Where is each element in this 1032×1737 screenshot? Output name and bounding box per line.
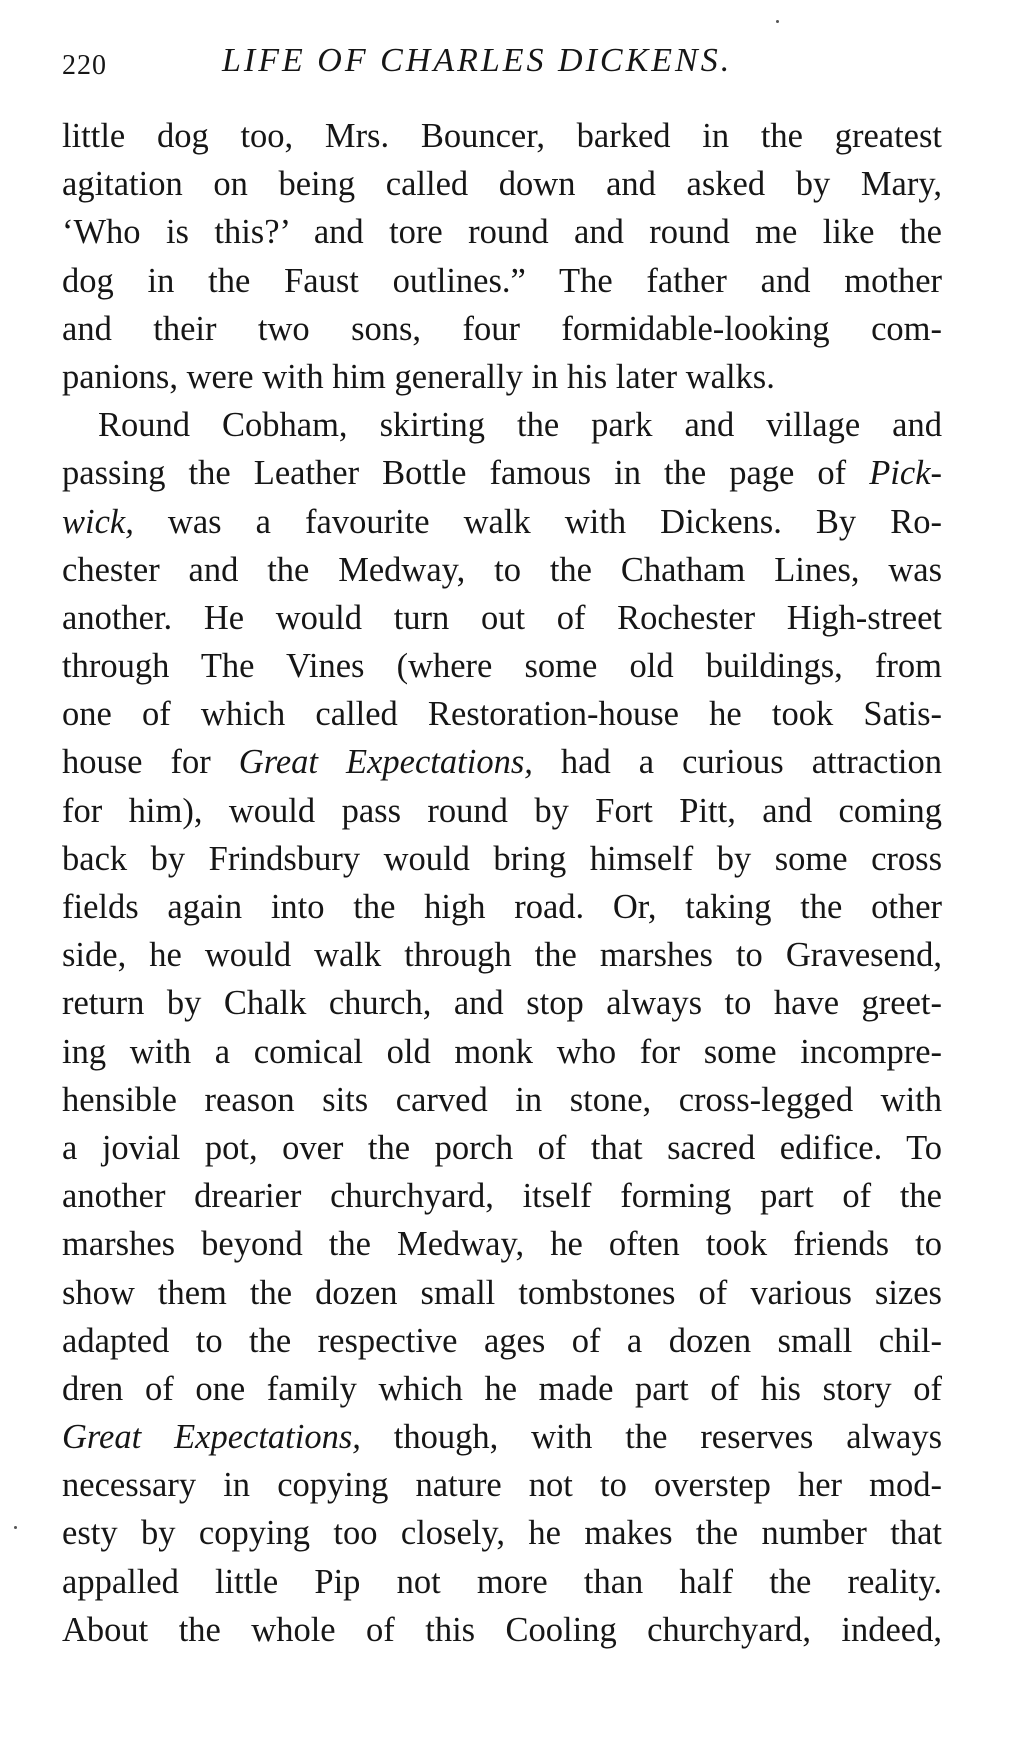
text-line: About the whole of this Cooling churchyard, indeed,	[62, 1610, 942, 1649]
text-line: through The Vines (where some old buildings, from	[62, 647, 942, 686]
text-line: house for Great Expectations, had a curious attraction	[62, 743, 942, 782]
text-line: esty by copying too closely, he makes the number that	[62, 1514, 942, 1553]
text-line: back by Frindsbury would bring himself by some cross	[62, 839, 942, 878]
text-line: one of which called Restoration-house he took Satis-	[62, 695, 942, 734]
text-line: for him), would pass round by Fort Pitt, and coming	[62, 791, 942, 830]
text-line: necessary in copying nature not to overstep her mod-	[62, 1466, 942, 1505]
book-title-great-expectations: Great Expectations,	[238, 743, 533, 782]
text-line: and their two sons, four formidable-looking com-	[62, 309, 942, 348]
running-head: LIFE OF CHARLES DICKENS.	[222, 42, 733, 79]
paragraph-end-line: panions, were with him generally in his later walks.	[62, 357, 775, 396]
text-line: passing the Leather Bottle famous in the page of Pick-	[62, 454, 942, 493]
text-line: marshes beyond the Medway, he often took friends to	[62, 1225, 942, 1264]
print-speck	[776, 20, 779, 23]
text-line: return by Chalk church, and stop always to have greet-	[62, 984, 942, 1023]
text-line: side, he would walk through the marshes to Gravesend,	[62, 936, 942, 975]
text-line: chester and the Medway, to the Chatham Lines, was	[62, 550, 942, 589]
text-line: ‘Who is this?’ and tore round and round me like the	[62, 213, 942, 252]
text-line: agitation on being called down and asked by Mary,	[62, 165, 942, 204]
text-line: little dog too, Mrs. Bouncer, barked in the greatest	[62, 117, 942, 155]
text-line: another. He would turn out of Rochester High-street	[62, 598, 942, 637]
book-title-great-expectations: Great Expectations,	[62, 1418, 361, 1457]
text-line: another drearier churchyard, itself forming part of the	[62, 1177, 942, 1216]
text-line: adapted to the respective ages of a dozen small chil-	[62, 1321, 942, 1360]
text-line: hensible reason sits carved in stone, cross-legged with	[62, 1080, 942, 1119]
text-line: fields again into the high road. Or, taking the other	[62, 888, 942, 926]
text-line: appalled little Pip not more than half the reality.	[62, 1562, 942, 1601]
book-title-pickwick: Pick-	[869, 454, 942, 493]
book-title-pickwick: wick,	[62, 502, 134, 541]
paragraph-start-line: Round Cobham, skirting the park and village and	[98, 406, 942, 445]
text-line: a jovial pot, over the porch of that sacred edifice. To	[62, 1128, 942, 1167]
text-line: Great Expectations, though, with the reserves always	[62, 1418, 943, 1457]
text-line: dren of one family which he made part of his story of	[62, 1369, 942, 1408]
text-line: dog in the Faust outlines.” The father and mother	[62, 261, 942, 300]
page-number: 220	[62, 50, 107, 81]
text-line: wick, was a favourite walk with Dickens. By Ro-	[62, 502, 942, 541]
text-line: ing with a comical old monk who for some incompre-	[62, 1032, 942, 1071]
body-text	[62, 112, 942, 1654]
page-header	[62, 42, 942, 92]
text-line: show them the dozen small tombstones of various sizes	[62, 1273, 942, 1312]
print-speck	[14, 1526, 17, 1529]
